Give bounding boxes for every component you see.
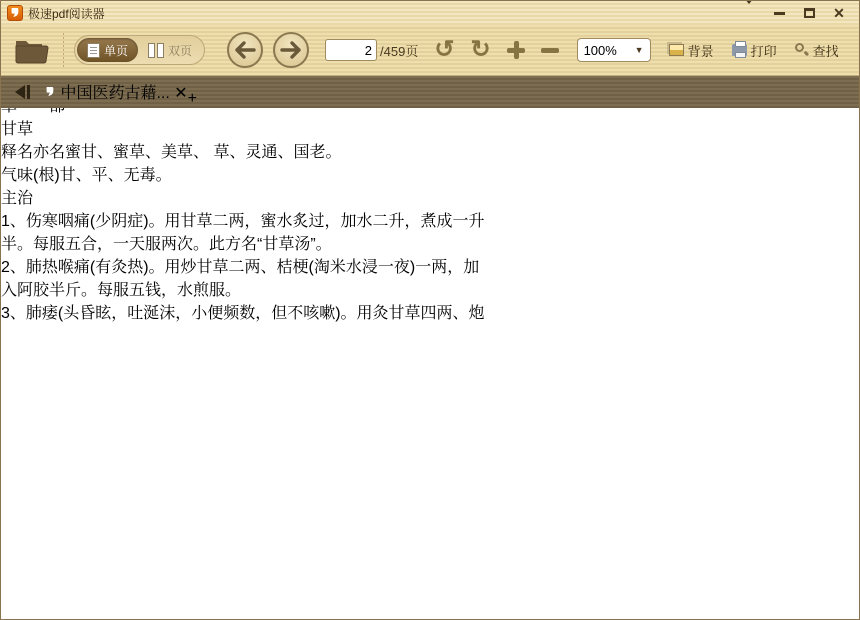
entry-row [1, 139, 859, 162]
printer-icon [732, 44, 747, 56]
single-page-label: 单页 [104, 43, 129, 58]
close-icon: ✕ [833, 5, 845, 21]
entry-name: 甘草 [1, 121, 34, 138]
arrow-right-icon [280, 41, 302, 59]
plus-icon: + [187, 90, 197, 107]
maximize-button[interactable] [801, 6, 817, 20]
body-line: 2、肺热喉痛(有灸热)。用炒甘草二两、桔梗(淘米水浸一夜)一两，加 [1, 259, 480, 276]
body-line: 3、肺痿(头昏眩，吐涎沫，小便频数，但不咳嗽)。用灸甘草四两、炮 [1, 305, 485, 322]
page-number-input[interactable] [325, 39, 377, 61]
zoom-level-select[interactable] [577, 38, 651, 62]
open-file-button[interactable] [11, 30, 53, 70]
single-page-button[interactable] [77, 38, 138, 62]
close-button[interactable] [831, 6, 847, 20]
entry-row [1, 162, 859, 185]
print-button[interactable] [732, 41, 777, 60]
double-page-button[interactable] [138, 38, 202, 62]
document-tab[interactable] [44, 80, 188, 108]
new-tab-button[interactable] [188, 90, 197, 108]
background-label: 背景 [687, 43, 714, 59]
minimize-icon [774, 12, 785, 15]
row-label: 释名 [1, 144, 34, 161]
rotate-right-button[interactable]: ↻ [470, 36, 491, 63]
tab-close-icon[interactable]: ✕ [174, 85, 188, 102]
background-icon [669, 44, 684, 56]
page-view-toggle [74, 35, 205, 65]
previous-page-button[interactable] [227, 32, 263, 68]
arrow-left-icon [234, 41, 256, 59]
entry-row [1, 185, 859, 208]
zoom-in-button[interactable] [507, 41, 525, 59]
rotate-left-button[interactable]: ↺ [434, 36, 455, 63]
page-total-label: /459页 [380, 43, 419, 59]
page-navigation [325, 39, 418, 61]
toolbar-separator [63, 33, 64, 67]
row-value: (根)甘、平、无毒。 [33, 167, 172, 184]
find-label: 查找 [812, 43, 839, 59]
double-page-label: 双页 [168, 43, 193, 58]
toolbar [1, 25, 859, 76]
folder-open-icon [14, 35, 50, 65]
collapse-arrow-icon [15, 85, 30, 99]
zoom-out-button[interactable] [541, 41, 559, 59]
skin-menu-button[interactable] [741, 6, 757, 20]
body-line: 入阿胶半斤。每服五钱，水煎服。 [1, 282, 242, 299]
chevron-down-icon: ▼ [634, 45, 644, 55]
background-button[interactable] [669, 41, 714, 60]
minimize-button[interactable] [771, 6, 787, 20]
tab-strip [1, 76, 859, 108]
next-page-button[interactable] [273, 32, 309, 68]
window-controls [741, 6, 853, 20]
print-label: 打印 [750, 43, 777, 59]
body-line: 半。每服五合，一天服两次。此方名“甘草汤”。 [1, 236, 332, 253]
double-page-icon [148, 43, 164, 58]
row-label: 主治 [1, 190, 34, 207]
tab-logo-icon [44, 85, 60, 102]
tab-title: 中国医药古藉... [60, 85, 170, 102]
maximize-icon [804, 8, 815, 18]
single-page-icon [87, 43, 100, 58]
row-label: 气味 [1, 167, 34, 184]
skin-menu-icon [744, 4, 755, 22]
find-button[interactable] [795, 41, 839, 60]
collapse-sidebar-button[interactable] [1, 76, 44, 108]
row-value: 亦名蜜甘、蜜草、美草、 草、灵通、国老。 [33, 144, 342, 161]
body-line: 1、伤寒咽痛(少阴症)。用甘草二两，蜜水炙过，加水二升，煮成一升 [1, 213, 485, 230]
zoom-level-value: 100% [583, 42, 617, 58]
titlebar [1, 1, 859, 25]
window-title: 极速pdf阅读器 [28, 6, 105, 21]
search-icon [795, 43, 809, 57]
app-logo-icon [7, 5, 23, 21]
